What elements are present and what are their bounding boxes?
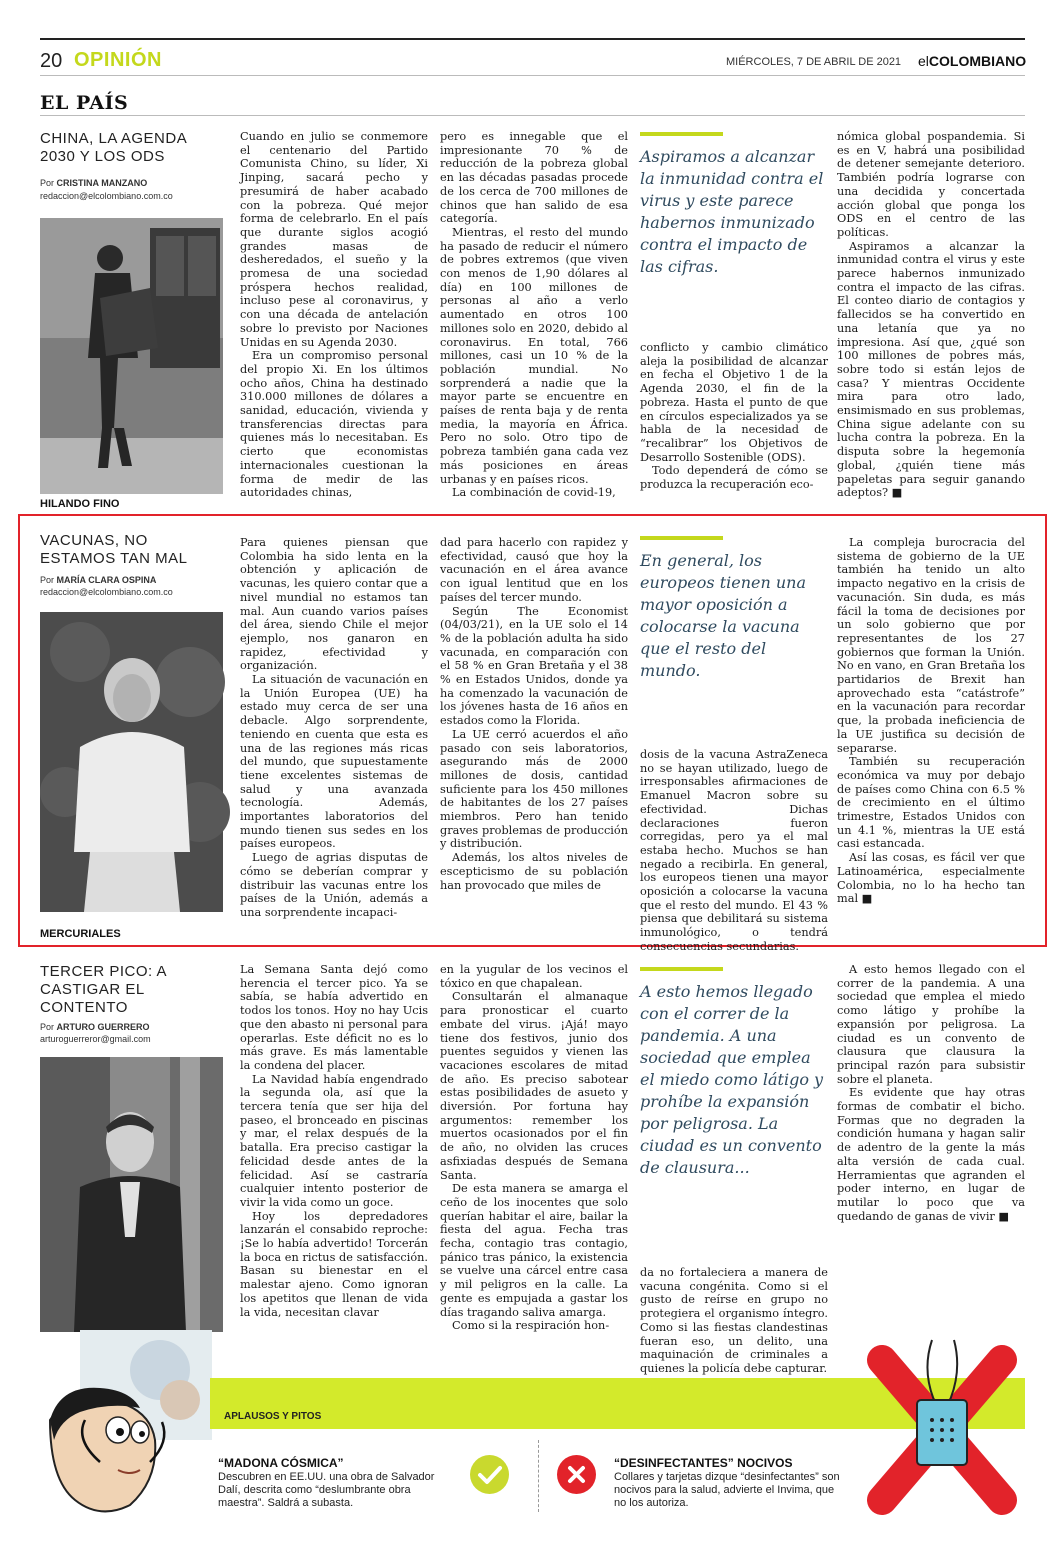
author-name: ARTURO GUERRERO <box>56 1022 150 1032</box>
source-divider <box>40 115 1025 116</box>
paragraph: De esta manera se amarga el ceño de los inocentes que solo querían habitar el aire, bailar la fiesta del agua. Fecha tras fecha, contagio tras contagio, pánico tras pánico, la existencia se vuelve una cárcel entre casa y mil peligros en la calle. La gente es empujada a gastar los días tragando saliva amarga. <box>440 1182 628 1319</box>
paragraph: Según The Economist (04/03/21), en la UE solo el 14 % de la población adulta ha sido vacunada, en comparación con el 58 % en Gran Bretaña y el 38 % en Estados Unidos, donde ya ha comenzado la vacunación de los jóvenes hasta de 16 años en estados como la Florida. <box>440 604 628 728</box>
article-china <box>40 130 1025 510</box>
author-email[interactable]: arturoguerreror@gmail.com <box>40 1034 151 1044</box>
byline-prefix: Por <box>40 178 55 188</box>
paragraph: conflicto y cambio climático aleja la posibilidad de alcanzar en fecha el Objetivo 1 de la Agenda 2030, el fin de la pobreza. Hasta el punto de que en círculos especializados ya se habla de la necesidad de “recalibrar” los Objetivos de Desarrollo Sostenible (ODS). <box>640 341 828 464</box>
article-tercer-pico <box>40 963 1025 1375</box>
paragraph: pero es innegable que el impresionante 70 % de reducción de la pobreza global en las décadas pasadas procede de los cerca de 700 millones de chinos que han salido de esa categoría. <box>440 130 628 226</box>
page-number: 20 <box>40 50 63 72</box>
portrait-photo <box>40 612 223 912</box>
paragraph: A esto hemos llegado con el correr de la pandemia. A una sociedad que emplea el miedo como látigo y prohíbe la expansión por peligrosa. La ciudad es un convento de clausura que clausura la principal razón para subsistir sobre el planeta. <box>837 963 1025 1086</box>
article-title: VACUNAS, NO ESTAMOS TAN MAL <box>40 532 188 567</box>
header-rule <box>40 38 1025 40</box>
masthead-prefix: el <box>918 53 929 69</box>
source-logo: EL PAÍS <box>40 92 129 114</box>
paragraph: Mientras, el resto del mundo ha pasado de reducir el número de pobres extremos (que viven con menos de 1,90 dólares al día) en 100 millones de personas al año a verlo aumentado en otros 100 millones solo en 2020, debido al coronavirus. En total, 766 millones, casi un 10 % de la población mundial. No sorprenderá a nadie que la mayor parte se encuentre en países de renta baja y de renta media, la mayoría en África. Pero no solo. Otro tipo de pobreza también gana cada vez más posiciones en áreas urbanas y en países ricos. <box>440 225 628 486</box>
article-title: CHINA, LA AGENDA 2030 Y LOS ODS <box>40 130 187 165</box>
paragraph: La UE cerró acuerdos el año pasado con seis laboratorios, asegurando más de 2000 millones de dosis, cantidad suficiente para los 450 millones de habitantes de los 27 países miembros. Pero han tenido graves problemas de producción y distribución. <box>440 727 628 851</box>
dali-caricature <box>40 1330 212 1525</box>
portrait-photo <box>40 1057 223 1332</box>
author-photo <box>40 1057 223 1332</box>
text-column-3 <box>640 1266 828 1375</box>
text-column-3 <box>640 748 828 953</box>
text-column-4 <box>837 963 1025 1348</box>
paragraph: en la yugular de los vecinos el tóxico en que chapalean. <box>440 963 628 990</box>
pitos-item-text: Collares y tarjetas dizque “desinfectantes” son nocivos para la salud, advierte el Invima, que no los autoriza. <box>614 1471 840 1509</box>
byline <box>40 1022 150 1032</box>
author-name: MARÍA CLARA OSPINA <box>56 575 157 585</box>
applause-item-text: Descubren en EE.UU. una obra de Salvador Dalí, descrita como “deslumbrante obra maestra”. Saldrá a subasta. <box>218 1471 435 1509</box>
byline-prefix: Por <box>40 1022 55 1032</box>
paragraph: Para quienes piensan que Colombia ha sido lenta en la obtención y aplicación de vacunas, les quiero contar que a nivel mundial no estamos tan mal. Aun cuando varios países del área, siendo Chile el mejor ejemplo, nos ganaron en rapidez, efectividad y organización. <box>240 536 428 673</box>
paragraph: La situación de vacunación en la Unión Europea (UE) ha estado muy cerca de ser una debacle. Algo sorprendente, teniendo en cuenta que esta es una de las regiones más ricas del mundo, que supuestamente tiene excelentes sistemas de salud y una avanzada tecnología. Además, importantes laboratorios del mundo tienen sus sedes en los países europeos. <box>240 673 428 851</box>
author-name: CRISTINA MANZANO <box>56 178 148 188</box>
pitos-item-title: “DESINFECTANTES” NOCIVOS <box>614 1456 793 1470</box>
article-title: TERCER PICO: A CASTIGAR EL CONTENTO <box>40 963 167 1016</box>
author-email[interactable]: redaccion@elcolombiano.com.co <box>40 587 173 597</box>
paragraph: Así las cosas, es fácil ver que Latinoamérica, especialmente Colombia, no lo ha hecho tan mal ■ <box>837 851 1025 906</box>
applause-item-title: “MADONA CÓSMICA” <box>218 1456 344 1470</box>
check-badge <box>470 1455 509 1494</box>
paragraph: Cuando en julio se conmemore el centenario del Partido Comunista Chino, su líder, Xi Jinping, sacará pecho y presumirá de haber acabado con la pobreza. Qué mejor forma de celebrarlo. En el país que durante siglos acogió grandes masas de desheredados, el sueño y la promesa de una sociedad próspera hechos realidad, incluso pese al coronavirus, y con una década de antelación sobre lo previsto por Naciones Unidas en su Agenda 2030. <box>240 130 428 349</box>
text-column-1 <box>240 963 428 1348</box>
text-column-2 <box>440 130 628 500</box>
author-photo <box>40 218 223 494</box>
paragraph: dad para hacerlo con rapidez y efectividad, causó que hoy la vacunación en el área avance con igual lentitud que en los países del tercer mundo. <box>440 536 628 604</box>
publication-date: MIÉRCOLES, 7 DE ABRIL DE 2021 <box>726 56 902 68</box>
section-name: OPINIÓN <box>74 49 162 71</box>
lanyard-illustration <box>862 1330 1025 1522</box>
article-vacunas <box>40 532 1025 953</box>
text-column-2 <box>440 963 628 1348</box>
applause-label: APLAUSOS Y PITOS <box>224 1411 322 1422</box>
byline <box>40 178 147 188</box>
paragraph: nómica global pospandemia. Si es en V, habrá una posibilidad de detener semejante deterioro. También podría lograrse con una decidida y concertada acción global que ponga los ODS en el centro de las políticas. <box>837 130 1025 239</box>
paragraph: Luego de agrias disputas de cómo se deberían comprar y distribuir las vacunas entre los países de la Unión, además a una sorprendente incapaci- <box>240 851 428 919</box>
quote-accent-bar <box>640 132 723 136</box>
text-column-4 <box>837 130 1025 500</box>
paragraph: Es evidente que hay otras formas de combatir el bicho. Formas que no degraden la condición humana y hagan salir de adentro de la gente la más alta versión de cada cual. Herramientas que agranden el poder interno, en lugar de mutilar lo poco que va quedando de ganas de vivir ■ <box>837 1086 1025 1223</box>
pull-quote: Aspiramos a alcanzar la inmunidad contra el virus y este parece habernos inmunizado contra el impacto de las cifras. <box>640 147 824 276</box>
header-divider <box>40 75 1025 76</box>
paragraph: Como si la respiración hon- <box>452 1319 610 1333</box>
byline <box>40 575 156 585</box>
quote-accent-bar <box>640 536 723 540</box>
cross-badge <box>557 1455 596 1494</box>
paragraph: Todo dependerá de cómo se produzca la recuperación eco- <box>640 464 828 492</box>
author-photo <box>40 612 223 912</box>
paragraph: Consultarán el almanaque para pronosticar el cuarto embate del virus. ¡Ajá! mayo tiene dos festivos, junio dos puentes seguidos y vienen las vacaciones escolares de mitad de año. Es preciso sabotear estas posibilidades de asueto y diversión. Por fortuna hay argumentos: remember los muertos ocasionados por el fin de año, no olviden las cruces asfixiadas después de Semana Santa. <box>440 990 628 1182</box>
paragraph: Era un compromiso personal del propio Xi. En los últimos ocho años, China ha destinado 310.000 millones de dólares a sanidad, educación, vivienda y transferencias directas para quienes más lo necesitaban. Es cierto que economistas internacionales cuestionan la forma de medir de las autoridades chinas, <box>240 349 428 500</box>
paragraph: Aspiramos a alcanzar la inmunidad contra el virus y este parece habernos inmunizado contra el impacto de las cifras. El conteo diario de contagios y fallecidos se ha convertido en una letanía que ya no impresiona. Así que, ¿qué son 100 millones de pobres más, sobre todo si están lejos de casa? Y mientras Occidente mira para otro lado, ensimismado en sus problemas, China sigue adelante con su lucha contra la pobreza. En la disputa sobre la hegemonía global, ¿quién tiene más papeletas para seguir ganando adeptos? ■ <box>837 239 1025 500</box>
masthead-name: COLOMBIANO <box>928 53 1027 69</box>
text-column-4 <box>837 536 1025 928</box>
text-column-3 <box>640 341 828 491</box>
lanyard-card-icon <box>862 1330 1025 1522</box>
paragraph: La Navidad había engendrado la segunda ola, así que la tercera tenía que ser hija del paseo, el bronceado en piscinas y mar, el relax después de la batalla. Era preciso castigar la felicidad desde antes de la felicidad. Así se castraría cualquier intento posterior de vivir la vida como un goce. <box>240 1072 428 1209</box>
paragraph: da no fortaleciera a manera de vacuna congénita. Como si el gusto de reírse en grupo no protegiera el organismo íntegro. Como si las fiestas clandestinas fueran eso, un delito, una maquinación de criminales a quienes la policía debe capturar. <box>640 1266 828 1375</box>
pull-quote: En general, los europeos tienen una mayor oposición a colocarse la vacuna que el resto del mundo. <box>640 551 807 680</box>
paragraph: La Semana Santa dejó como herencia el tercer pico. Ya se sabía, se había advertido en todos los tonos. Hoy no hay Ucis que den abasto ni personal para operarlas. Este déficit no es lo más grave. Es más lamentable la condena del placer. <box>240 963 428 1072</box>
paragraph: Además, los altos niveles de escepticismo de su población han provocado que miles de <box>440 851 628 892</box>
paragraph: dosis de la vacuna AstraZeneca no se hayan utilizado, luego de irresponsables afirmaciones de Emanuel Macron sobre su efectividad. Dichas declaraciones fueron corregidas, pero ya el mal estaba hecho. Muchos se han negado a recibirla. En general, los europeos tienen una mayor oposición a colocarse la vacuna que el resto del mundo. El 43 % piensa que debilitará su sistema inmunológico, o tendrá consecuencias secundarias. <box>640 748 828 953</box>
paragraph: La combinación de covid-19, <box>452 486 616 500</box>
quote-accent-bar <box>640 967 723 971</box>
pull-quote: A esto hemos llegado con el correr de la pandemia. A una sociedad que emplea el miedo como látigo y prohíbe la expansión por peligrosa. La ciudad es un convento de clausura... <box>640 982 824 1177</box>
text-column-2 <box>440 536 628 928</box>
column-name: HILANDO FINO <box>40 498 120 510</box>
statue-photo <box>40 218 223 494</box>
byline-prefix: Por <box>40 575 55 585</box>
paragraph: Hoy los depredadores lanzarán el consabido reproche: ¡Se lo había advertido! Torcerán la boca en rictus de satisfacción. Basan su bienestar en el malestar ajeno. Como ignoran los apetitos que llenan de vida la vida, necesitan clavar <box>240 1209 428 1319</box>
text-column-1 <box>240 130 428 500</box>
masthead <box>918 53 1026 69</box>
cross-icon <box>557 1455 596 1494</box>
paragraph: La compleja burocracia del sistema de gobierno de la UE también ha tenido un alto impacto negativo en la crisis de vacunación. Sin duda, es más fácil la toma de decisiones por un solo gobierno que por representantes de los 27 gobiernos que forman la Unión. No en vano, en Gran Bretaña los partidarios de Brexit han aprovechado esta “catástrofe” en la vacunación para recordar que, la probada ineficiencia de la UE justifica su decisión de separarse. <box>837 536 1025 755</box>
text-column-1 <box>240 536 428 928</box>
applause-divider <box>538 1440 539 1512</box>
dali-caricature-icon <box>40 1330 212 1525</box>
column-name: MERCURIALES <box>40 928 121 940</box>
author-email[interactable]: redaccion@elcolombiano.com.co <box>40 191 173 201</box>
check-icon <box>470 1455 509 1494</box>
paragraph: También su recuperación económica va muy por debajo de países como China con 6.5 % de crecimiento en el último trimestre, Estados Unidos con un 4.1 %, mientras la UE está casi estancada. <box>837 755 1025 851</box>
